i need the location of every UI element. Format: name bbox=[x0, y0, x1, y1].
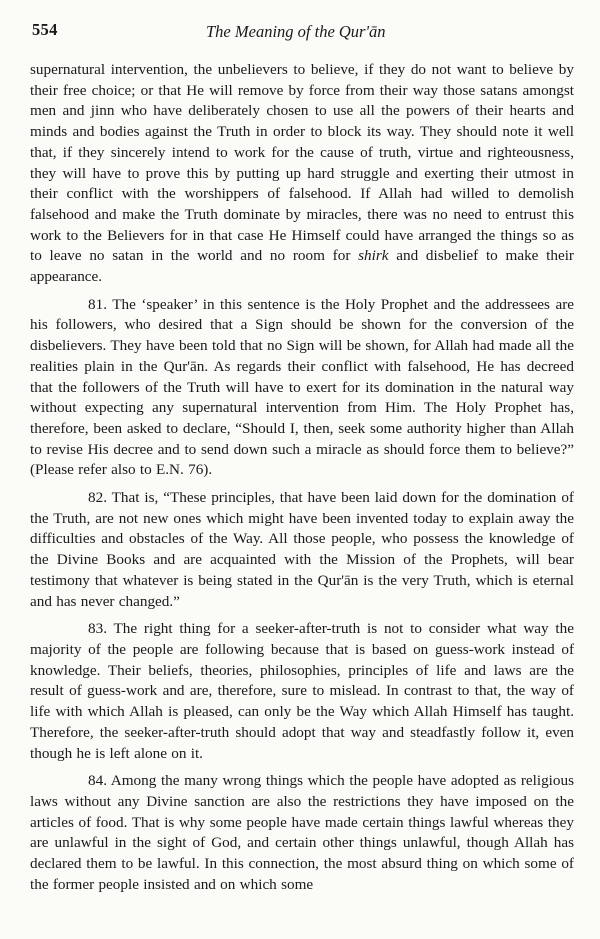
paragraph-continuation bbox=[30, 60, 574, 288]
paragraph-text: Among the many wrong things which the people have adopted as religious laws without any Divine sanction are also the restrictions they have imposed on the articles of food. That is why some people have made certain things lawful whereas they are unlawful in the sight of God, and certain other things unlawful, though Allah has declared them to be lawful. In this connection, the most absurd thing on which some of the former people insisted and on which some bbox=[30, 772, 574, 893]
note-number: 82. bbox=[88, 489, 107, 507]
note-paragraph-82 bbox=[30, 488, 574, 612]
paragraph-text: That is, “These principles, that have been laid down for the domination of the Truth, are not new ones which might have been invented today to explain away the difficulties and obstacles of the Way. All those people, who possess the knowledge of the Divine Books and are acquainted with the Mission of the Prophets, will bear testimony that whatever is being stated in the Qur'ān is the very Truth, which is eternal and has never changed.” bbox=[30, 489, 574, 610]
note-paragraph-84 bbox=[30, 771, 574, 895]
page-number: 554 bbox=[32, 20, 58, 39]
paragraph-text-end: and disbelief to make their appearance. bbox=[30, 247, 574, 286]
note-paragraph-83 bbox=[30, 619, 574, 764]
note-paragraph-81 bbox=[30, 295, 574, 481]
note-number: 81. bbox=[88, 295, 107, 313]
paragraph-text: The right thing for a seeker-after-truth is not to consider what way the majority of the people are following because that is based on guess-work instead of knowledge. Their beliefs, theories, philosophies, principles of life and laws are the result of guess-work and are, therefore, sure to mislead. In contrast to that, the way of life with which Allah is pleased, can only be the Way which Allah Himself has taught. Therefore, the seeker-after-truth should adopt that way and steadfastly follow it, even though he is left alone on it. bbox=[30, 620, 574, 762]
body-text bbox=[30, 60, 574, 895]
paragraph-text: The ‘speaker’ in this sentence is the Holy Prophet and the addressees are his followers, who desired that a Sign should be shown for the conversion of the disbelievers. They have been told that no Sign will be shown, for Allah had made all the realities plain in the Qur'ān. As regards their conflict with falsehood, He has decreed that the followers of the Truth will have to exert for its domination in the natural way without expecting any supernatural intervention from Him. The Holy Prophet has, therefore, been asked to declare, “Should I, then, seek some authority higher than Allah to revise His decree and to send down such a miracle as should force them to believe?” (Please refer also to E.N. 76). bbox=[30, 295, 574, 479]
italic-term: shirk bbox=[358, 247, 389, 265]
running-title: The Meaning of the Qur'ān bbox=[206, 22, 386, 41]
note-number: 83. bbox=[88, 620, 107, 638]
note-number: 84. bbox=[88, 772, 107, 790]
page-header bbox=[30, 0, 574, 50]
paragraph-text: supernatural intervention, the unbelievers to believe, if they do not want to believe by their free choice; or that He will remove by force from their way those satans amongst men and jinn who have deliberately chosen to use all the powers of their hearts and minds and bodies against the Truth in order to block its way. They should note it well that, if they sincerely intend to work for the cause of truth, virtue and righteousness, they will have to prove this by putting up hard struggle and exerting their utmost in their conflict with the worshippers of falsehood. If Allah had willed to demolish falsehood and make the Truth dominate by miracles, there was no need to entrust this work to the Believers for in that case He Himself could have arranged the things so as to leave no satan in the world and no room for bbox=[30, 61, 574, 265]
